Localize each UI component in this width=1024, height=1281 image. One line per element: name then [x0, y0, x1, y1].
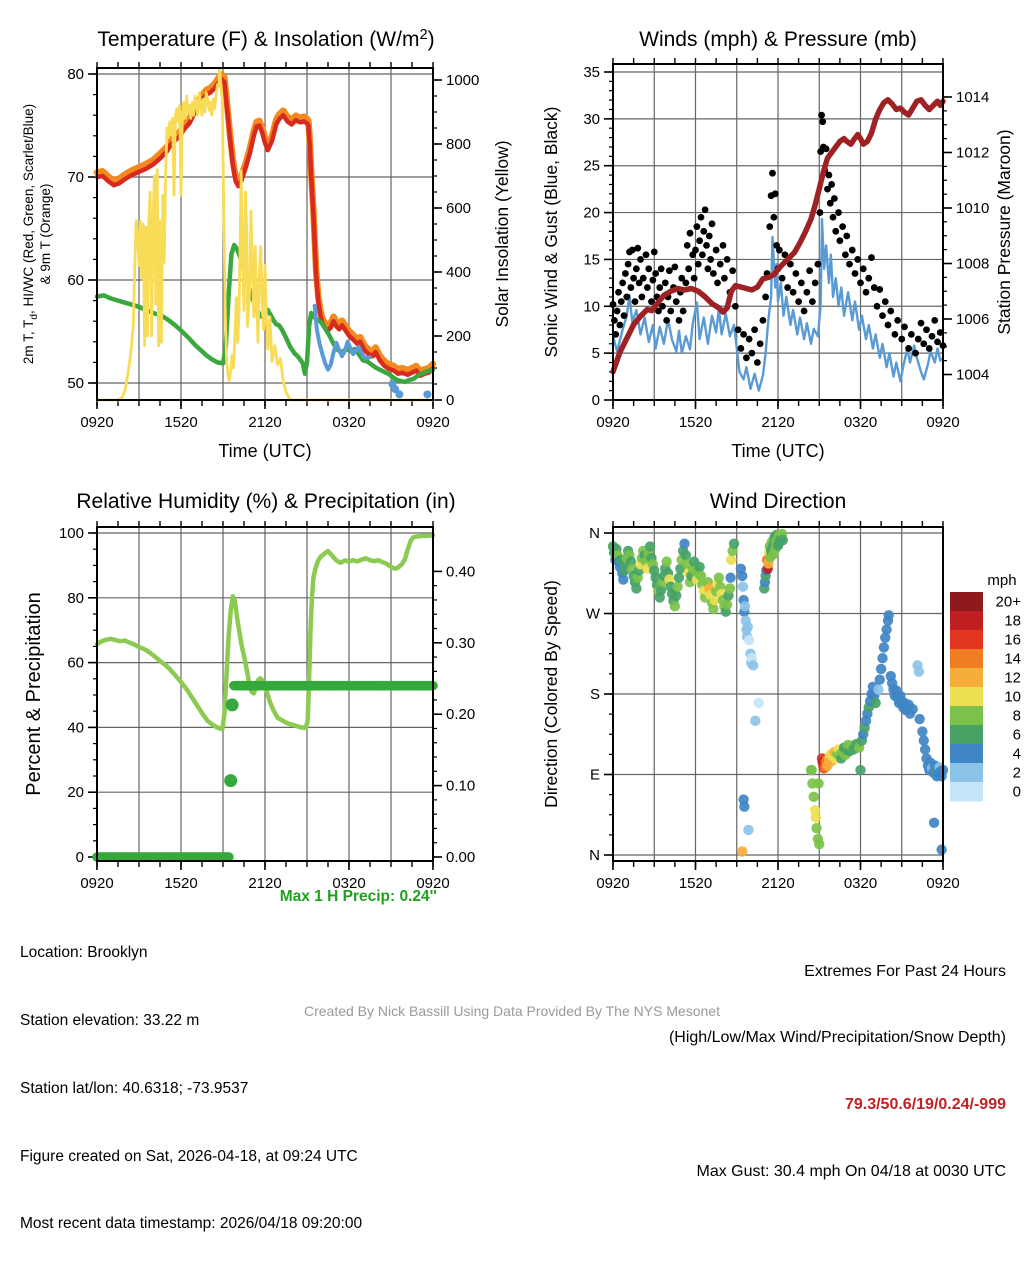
svg-text:W: W — [585, 605, 600, 623]
max-gust: Max Gust: 30.4 mph On 04/18 at 0030 UTC — [696, 1163, 1006, 1181]
extremes-title: Extremes For Past 24 Hours — [804, 962, 1006, 980]
svg-text:0920: 0920 — [80, 875, 114, 892]
rh-precip-chart — [23, 490, 475, 892]
svg-text:1008: 1008 — [956, 255, 990, 273]
svg-text:Temperature (F) & Insolation (: Temperature (F) & Insolation $(W/m^2)$ — [97, 27, 435, 51]
svg-text:Sonic Wind & Gust (Blue, Black: Sonic Wind & Gust (Blue, Black) — [541, 106, 561, 358]
svg-text:600: 600 — [446, 200, 472, 217]
svg-text:0.10: 0.10 — [446, 777, 476, 795]
svg-text:800: 800 — [446, 136, 472, 153]
svg-text:10: 10 — [1004, 688, 1021, 706]
svg-text:400: 400 — [446, 264, 472, 281]
svg-text:0: 0 — [75, 849, 84, 866]
svg-text:& 9m T (Orange): & 9m T (Orange) — [38, 183, 53, 285]
latest-timestamp: Most recent data timestamp: 2026/04/18 09:20:00 — [20, 1215, 363, 1233]
svg-text:0920: 0920 — [926, 875, 960, 892]
svg-text:1520: 1520 — [164, 875, 198, 892]
station-latlon: Station lat/lon: 40.6318; -73.9537 — [20, 1079, 249, 1097]
svg-text:0.20: 0.20 — [446, 706, 476, 724]
svg-text:2120: 2120 — [761, 414, 795, 431]
svg-text:12: 12 — [1004, 669, 1021, 687]
svg-text:0320: 0320 — [843, 875, 878, 892]
svg-text:1004: 1004 — [956, 366, 990, 384]
extremes-values: 79.3/50.6/19/0.24/-999 — [844, 1096, 1006, 1114]
svg-text:15: 15 — [583, 251, 600, 269]
svg-text:Time (UTC): Time (UTC) — [731, 441, 825, 461]
temp-insolation-chart — [21, 27, 512, 461]
svg-text:Percent & Precipitation: Percent & Precipitation — [23, 592, 45, 796]
svg-text:Winds (mph) & Pressure (mb): Winds (mph) & Pressure (mb) — [639, 28, 917, 51]
svg-text:2120: 2120 — [248, 414, 282, 431]
svg-text:0920: 0920 — [80, 414, 114, 431]
svg-text:0320: 0320 — [332, 875, 366, 892]
svg-text:1014: 1014 — [956, 89, 990, 106]
svg-text:2m T, Td, HI/WC (Red, Green, S: 2m T, $T_d$, HI/WC (Red, Green, Scarlet/Blue) — [21, 103, 40, 365]
svg-text:8: 8 — [1012, 707, 1021, 725]
svg-text:N: N — [589, 525, 600, 542]
svg-text:20+: 20+ — [995, 593, 1021, 611]
svg-text:0920: 0920 — [926, 414, 960, 431]
svg-text:0920: 0920 — [596, 875, 630, 892]
svg-text:16: 16 — [1004, 631, 1021, 649]
svg-text:25: 25 — [583, 157, 600, 175]
svg-text:14: 14 — [1004, 650, 1021, 668]
svg-text:200: 200 — [446, 328, 472, 345]
svg-text:40: 40 — [67, 719, 84, 737]
svg-text:0: 0 — [1012, 783, 1021, 801]
svg-text:20: 20 — [67, 784, 84, 802]
svg-text:2120: 2120 — [248, 875, 282, 892]
svg-text:0920: 0920 — [416, 875, 450, 892]
svg-text:0: 0 — [446, 392, 455, 409]
svg-text:Time (UTC): Time (UTC) — [218, 441, 312, 461]
max-precip-note: Max 1 H Precip: 0.24'' — [279, 888, 437, 905]
svg-text:10: 10 — [583, 298, 600, 316]
svg-text:Direction (Colored By Speed): Direction (Colored By Speed) — [541, 580, 561, 808]
svg-text:1000: 1000 — [446, 72, 480, 89]
svg-text:0320: 0320 — [843, 414, 878, 431]
speed-colorbar-legend — [950, 572, 1021, 802]
svg-text:2: 2 — [1012, 764, 1021, 782]
svg-text:100: 100 — [58, 525, 84, 542]
svg-text:mph: mph — [987, 572, 1017, 589]
svg-text:0920: 0920 — [416, 414, 450, 431]
svg-text:80: 80 — [67, 66, 84, 83]
figure-created: Figure created on Sat, 2026-04-18, at 09:24 UTC — [20, 1147, 358, 1165]
extremes-subtitle: (High/Low/Max Wind/Precipitation/Snow Depth) — [668, 1029, 1006, 1047]
svg-text:1010: 1010 — [956, 200, 990, 217]
svg-text:0: 0 — [591, 392, 600, 409]
svg-text:60: 60 — [67, 272, 84, 289]
station-location: Location: Brooklyn — [20, 944, 148, 962]
svg-text:4: 4 — [1012, 745, 1021, 763]
wind-pressure-chart — [541, 28, 1014, 461]
svg-text:0.00: 0.00 — [446, 849, 476, 866]
svg-text:70: 70 — [67, 169, 84, 186]
svg-text:E: E — [589, 766, 600, 784]
svg-text:6: 6 — [1012, 726, 1021, 744]
extremes-block — [669, 916, 1006, 1228]
svg-text:50: 50 — [67, 375, 84, 392]
svg-text:18: 18 — [1004, 612, 1021, 630]
svg-text:80: 80 — [67, 589, 84, 607]
attribution: Created By Nick Bassill Using Data Provided By The NYS Mesonet — [303, 1003, 721, 1019]
svg-text:0320: 0320 — [332, 414, 366, 431]
svg-text:1520: 1520 — [678, 414, 713, 431]
svg-text:1520: 1520 — [164, 414, 198, 431]
svg-text:20: 20 — [583, 204, 600, 222]
svg-text:0920: 0920 — [596, 414, 630, 431]
svg-text:0.40: 0.40 — [446, 563, 476, 581]
svg-text:2120: 2120 — [761, 875, 795, 892]
svg-text:Relative Humidity (%) & Precip: Relative Humidity (%) & Precipitation (in) — [76, 490, 456, 513]
svg-text:1006: 1006 — [956, 311, 990, 328]
wind-direction-chart — [541, 490, 1021, 892]
svg-text:Solar Insolation (Yellow): Solar Insolation (Yellow) — [492, 140, 512, 328]
svg-text:Wind Direction: Wind Direction — [709, 490, 847, 513]
svg-text:30: 30 — [583, 110, 600, 128]
svg-text:N: N — [589, 847, 600, 864]
svg-text:S: S — [589, 686, 600, 703]
station-elevation: Station elevation: 33.22 m — [20, 1011, 200, 1029]
station-info — [20, 897, 362, 1281]
svg-text:1012: 1012 — [956, 144, 990, 162]
svg-text:0.30: 0.30 — [446, 634, 476, 652]
svg-text:1520: 1520 — [678, 875, 713, 892]
svg-text:35: 35 — [583, 64, 600, 81]
svg-text:Station Pressure (Maroon): Station Pressure (Maroon) — [994, 129, 1014, 335]
svg-text:5: 5 — [591, 345, 600, 363]
svg-text:60: 60 — [67, 654, 84, 672]
